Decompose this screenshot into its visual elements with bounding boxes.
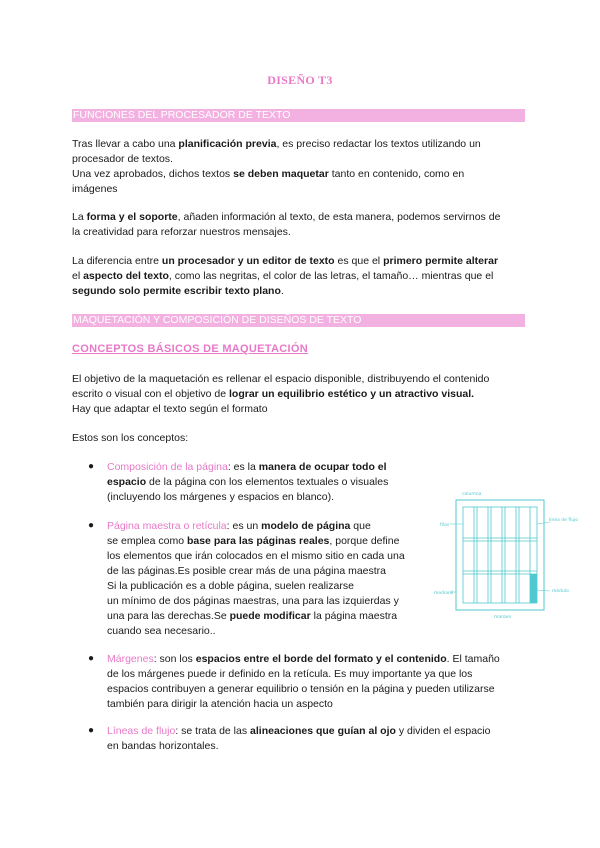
text-run: una para las derechas.Se — [107, 610, 230, 622]
bold-text: espacio — [107, 476, 147, 488]
text-run: cuando sea necesario.. — [107, 625, 216, 637]
list-item-line — [107, 667, 537, 682]
paragraph-line — [72, 254, 528, 269]
text-run: un mínimo de dos páginas maestras, una para las izquierdas y — [107, 595, 399, 607]
bold-text: aspecto del texto — [83, 270, 169, 282]
text-run: tanto en contenido, como en — [328, 168, 465, 180]
bullet-icon: ● — [88, 725, 95, 736]
bold-text: alineaciones que guían al ojo — [250, 725, 396, 737]
bullet-icon: ● — [88, 653, 95, 664]
list-item-line — [107, 594, 427, 609]
text-run: en bandas horizontales. — [107, 740, 219, 752]
bold-text: un procesador y un editor de texto — [161, 255, 335, 267]
bold-text: base para las páginas reales — [186, 535, 330, 547]
bold-text: primero permite alterar — [383, 255, 499, 267]
text-run: la página maestra — [310, 610, 398, 622]
text-run: escrito o visual con el objetivo de — [72, 388, 230, 400]
list-item-line — [107, 609, 427, 624]
bold-text: se deben maquetar — [233, 168, 329, 180]
text-run: de los márgenes puede ir definido en la retícula. Es muy importante ya que los — [107, 668, 473, 680]
text-run: La diferencia entre — [72, 255, 162, 267]
section-heading-funciones: FUNCIONES DEL PROCESADOR DE TEXTO — [72, 109, 525, 122]
text-run: que — [350, 520, 371, 532]
paragraph-line — [72, 269, 528, 284]
paragraph-line — [72, 387, 528, 402]
paragraph-line — [72, 210, 528, 225]
label-margen: margen — [494, 615, 512, 618]
subheading-conceptos: CONCEPTOS BÁSICOS DE MAQUETACIÓN — [72, 343, 308, 355]
bullet-icon: ● — [88, 461, 95, 472]
paragraph-line: Hay que adaptar el texto según el formato — [72, 403, 268, 415]
list-item-line — [107, 579, 427, 594]
text-run: : es la — [227, 461, 259, 473]
list-item-line — [107, 549, 427, 564]
paragraph-line: la creatividad para reforzar nuestros mensajes. — [72, 226, 291, 238]
list-item-line — [107, 519, 427, 534]
text-run: Si la publicación es a doble página, suelen realizarse — [107, 580, 354, 592]
bold-text: espacios entre el borde del formato y el contenido — [195, 653, 447, 665]
text-run: , añaden información al texto, de esta manera, podemos servirnos de — [177, 211, 501, 223]
document-title: DISEÑO T3 — [267, 73, 333, 87]
text-run: espacios contribuyen a generar equilibrio o tensión en la página y pueden utilizarse — [107, 683, 495, 695]
text-run: (incluyendo los márgenes y espacios en blanco). — [107, 491, 335, 503]
label-columna: columna — [462, 492, 482, 497]
text-run: de las páginas.Es posible crear más de una página maestra — [107, 565, 386, 577]
list-item-line — [107, 724, 537, 739]
bold-text: puede modificar — [229, 610, 311, 622]
text-run: . — [280, 285, 284, 297]
list-item-line — [107, 739, 537, 754]
list-item-line — [107, 475, 427, 490]
text-run: : se trata de las — [175, 725, 251, 737]
concept-term: Líneas de flujo — [107, 725, 176, 737]
bold-text: forma y el soporte — [86, 211, 178, 223]
list-item-line — [107, 624, 427, 639]
text-run: los elementos que irán colocados en el mismo sitio en cada una — [107, 550, 405, 562]
bold-text: manera de ocupar todo el — [258, 461, 387, 473]
text-run: se emplea como — [107, 535, 187, 547]
paragraph-line: imágenes — [72, 183, 118, 195]
text-run: La — [72, 211, 87, 223]
text-run: . El tamaño — [446, 653, 500, 665]
label-modulo: módulo — [552, 589, 569, 594]
bullet-icon: ● — [88, 520, 95, 531]
module-highlight — [530, 574, 537, 603]
list-item-line — [107, 682, 537, 697]
list-item-line — [107, 564, 427, 579]
section-heading-maquetacion: MAQUETACIÓN Y COMPOSICIÓN DE DISEÑOS DE TEXTO — [72, 314, 525, 327]
text-run: Una vez aprobados, dichos textos — [72, 168, 234, 180]
list-item-line — [107, 697, 537, 712]
concept-term: Composición de la página — [107, 461, 228, 473]
list-item-line — [107, 652, 537, 667]
grid-diagram — [432, 488, 592, 618]
text-run: es que el — [334, 255, 384, 267]
paragraph-line — [72, 167, 528, 182]
text-run: de la página con los elementos textuales o visuales — [146, 476, 389, 488]
text-run: : son los — [153, 653, 196, 665]
text-run: el — [72, 270, 84, 282]
label-linea-flujo: línea de flujo — [549, 518, 579, 523]
bold-text: modelo de página — [261, 520, 351, 532]
bold-text: planificación previa — [178, 138, 277, 150]
text-run: Tras llevar a cabo una — [72, 138, 179, 150]
concept-term: Página maestra o retícula — [107, 520, 227, 532]
bold-text: segundo solo permite escribir texto plano — [72, 285, 281, 297]
text-run: , porque define — [329, 535, 400, 547]
list-item-line — [107, 490, 427, 505]
text-run: , es preciso redactar los textos utilizando un — [276, 138, 481, 150]
paragraph-line — [72, 137, 528, 152]
paragraph-line: El objetivo de la maquetación es rellenar el espacio disponible, distribuyendo el contenido — [72, 373, 490, 385]
text-run: también para dirigir la atención hacia un aspecto — [107, 698, 333, 710]
text-run: y dividen el espacio — [395, 725, 491, 737]
grid-columns — [474, 507, 530, 603]
text-run: , como las negritas, el color de las letras, el tamaño… mientras que el — [168, 270, 494, 282]
label-filas: filas — [440, 523, 450, 528]
text-run: : es un — [226, 520, 262, 532]
list-item-line — [107, 460, 427, 475]
paragraph-line: procesador de textos. — [72, 153, 173, 165]
paragraph-line: Estos son los conceptos: — [72, 432, 189, 444]
concept-term: Márgenes — [107, 653, 154, 665]
bold-text: lograr un equilibrio estético y un atractivo visual. — [229, 388, 475, 400]
label-medianil: medianil — [434, 591, 454, 596]
paragraph-line — [72, 284, 528, 299]
list-item-line — [107, 534, 427, 549]
